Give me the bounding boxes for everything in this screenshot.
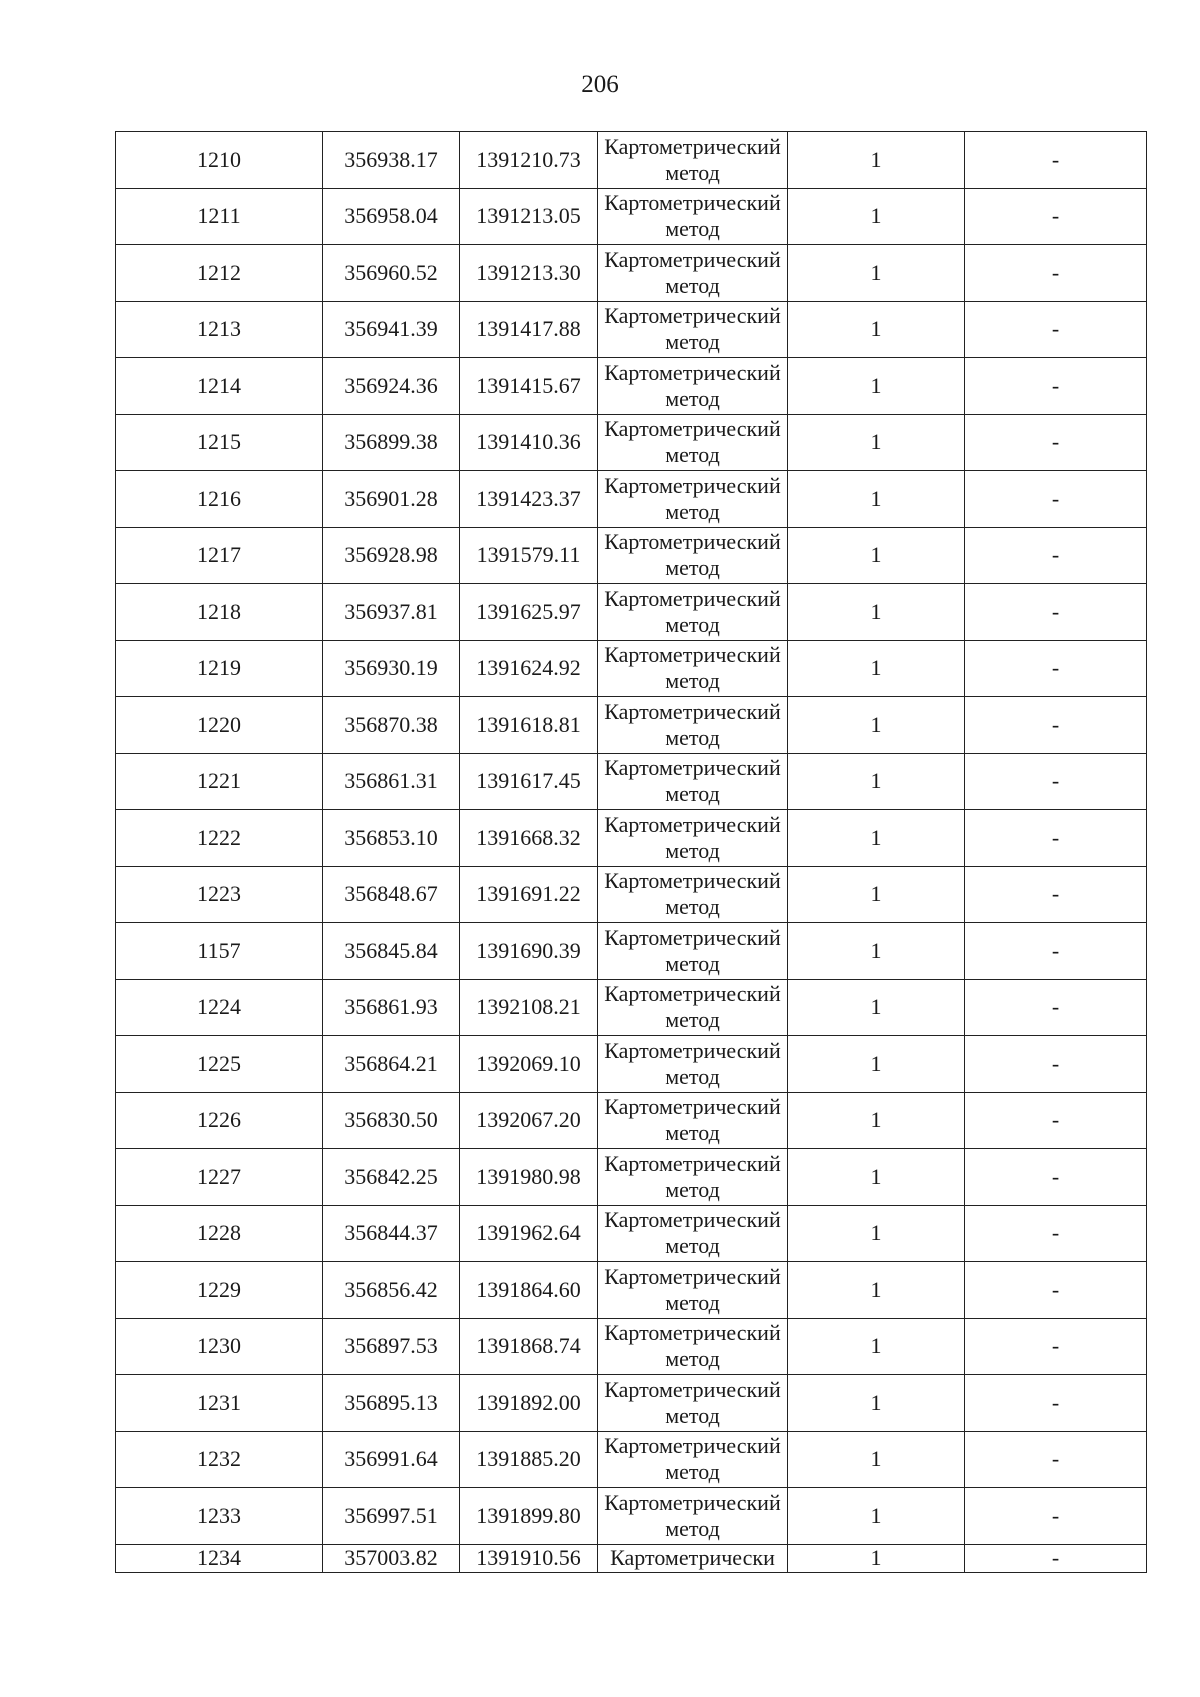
note-cell: - bbox=[965, 584, 1147, 641]
coordinate-x-cell: 356958.04 bbox=[323, 188, 460, 245]
point-number-cell: 1214 bbox=[116, 358, 323, 415]
coordinate-y-cell: 1391624.92 bbox=[460, 640, 598, 697]
note-cell: - bbox=[965, 132, 1147, 189]
accuracy-cell: 1 bbox=[788, 923, 965, 980]
accuracy-cell: 1 bbox=[788, 527, 965, 584]
note-cell: - bbox=[965, 979, 1147, 1036]
method-cell: Картометрический метод bbox=[598, 1488, 788, 1545]
coordinate-y-cell: 1391910.56 bbox=[460, 1544, 598, 1572]
coordinate-y-cell: 1391213.05 bbox=[460, 188, 598, 245]
note-cell: - bbox=[965, 1488, 1147, 1545]
coordinate-x-cell: 356938.17 bbox=[323, 132, 460, 189]
accuracy-cell: 1 bbox=[788, 132, 965, 189]
point-number-cell: 1233 bbox=[116, 1488, 323, 1545]
note-cell: - bbox=[965, 1092, 1147, 1149]
table-row bbox=[116, 697, 1147, 754]
accuracy-cell: 1 bbox=[788, 1375, 965, 1432]
table-row bbox=[116, 1375, 1147, 1432]
coordinate-x-cell: 356895.13 bbox=[323, 1375, 460, 1432]
table-row bbox=[116, 358, 1147, 415]
point-number-cell: 1218 bbox=[116, 584, 323, 641]
point-number-cell: 1211 bbox=[116, 188, 323, 245]
method-cell: Картометрический метод bbox=[598, 923, 788, 980]
table-row bbox=[116, 132, 1147, 189]
method-cell: Картометрический метод bbox=[598, 1036, 788, 1093]
accuracy-cell: 1 bbox=[788, 245, 965, 302]
table-row bbox=[116, 1544, 1147, 1572]
point-number-cell: 1223 bbox=[116, 866, 323, 923]
coordinate-y-cell: 1391579.11 bbox=[460, 527, 598, 584]
method-cell: Картометрический метод bbox=[598, 866, 788, 923]
coordinate-y-cell: 1391892.00 bbox=[460, 1375, 598, 1432]
accuracy-cell: 1 bbox=[788, 866, 965, 923]
table-row bbox=[116, 1318, 1147, 1375]
note-cell: - bbox=[965, 245, 1147, 302]
coordinate-y-cell: 1392108.21 bbox=[460, 979, 598, 1036]
coordinate-x-cell: 356997.51 bbox=[323, 1488, 460, 1545]
note-cell: - bbox=[965, 1544, 1147, 1572]
accuracy-cell: 1 bbox=[788, 1205, 965, 1262]
coordinate-y-cell: 1392067.20 bbox=[460, 1092, 598, 1149]
point-number-cell: 1221 bbox=[116, 753, 323, 810]
coordinate-x-cell: 356861.93 bbox=[323, 979, 460, 1036]
coordinate-x-cell: 356930.19 bbox=[323, 640, 460, 697]
note-cell: - bbox=[965, 414, 1147, 471]
method-cell: Картометрический метод bbox=[598, 471, 788, 528]
table-row bbox=[116, 1036, 1147, 1093]
point-number-cell: 1215 bbox=[116, 414, 323, 471]
table-row bbox=[116, 753, 1147, 810]
point-number-cell: 1232 bbox=[116, 1431, 323, 1488]
point-number-cell: 1231 bbox=[116, 1375, 323, 1432]
table-row bbox=[116, 923, 1147, 980]
coordinate-x-cell: 356830.50 bbox=[323, 1092, 460, 1149]
coordinate-y-cell: 1391625.97 bbox=[460, 584, 598, 641]
method-cell: Картометрический метод bbox=[598, 753, 788, 810]
coordinate-x-cell: 356901.28 bbox=[323, 471, 460, 528]
method-cell: Картометрический метод bbox=[598, 1149, 788, 1206]
coordinate-x-cell: 356960.52 bbox=[323, 245, 460, 302]
accuracy-cell: 1 bbox=[788, 810, 965, 867]
method-cell: Картометрический метод bbox=[598, 301, 788, 358]
coordinates-table bbox=[115, 131, 1147, 1573]
coordinate-y-cell: 1391668.32 bbox=[460, 810, 598, 867]
coordinate-y-cell: 1391213.30 bbox=[460, 245, 598, 302]
note-cell: - bbox=[965, 301, 1147, 358]
method-cell: Картометрический метод bbox=[598, 979, 788, 1036]
coordinate-y-cell: 1391864.60 bbox=[460, 1262, 598, 1319]
accuracy-cell: 1 bbox=[788, 471, 965, 528]
table-row bbox=[116, 866, 1147, 923]
point-number-cell: 1225 bbox=[116, 1036, 323, 1093]
accuracy-cell: 1 bbox=[788, 1431, 965, 1488]
coordinate-y-cell: 1391885.20 bbox=[460, 1431, 598, 1488]
coordinate-y-cell: 1391423.37 bbox=[460, 471, 598, 528]
accuracy-cell: 1 bbox=[788, 979, 965, 1036]
note-cell: - bbox=[965, 1375, 1147, 1432]
point-number-cell: 1226 bbox=[116, 1092, 323, 1149]
coordinate-x-cell: 356897.53 bbox=[323, 1318, 460, 1375]
table-row bbox=[116, 979, 1147, 1036]
coordinate-x-cell: 356899.38 bbox=[323, 414, 460, 471]
coordinate-x-cell: 356856.42 bbox=[323, 1262, 460, 1319]
point-number-cell: 1157 bbox=[116, 923, 323, 980]
method-cell: Картометрический метод bbox=[598, 188, 788, 245]
coordinate-x-cell: 356924.36 bbox=[323, 358, 460, 415]
accuracy-cell: 1 bbox=[788, 414, 965, 471]
accuracy-cell: 1 bbox=[788, 584, 965, 641]
point-number-cell: 1234 bbox=[116, 1544, 323, 1572]
coordinate-y-cell: 1391618.81 bbox=[460, 697, 598, 754]
point-number-cell: 1224 bbox=[116, 979, 323, 1036]
coordinate-y-cell: 1391899.80 bbox=[460, 1488, 598, 1545]
note-cell: - bbox=[965, 527, 1147, 584]
table-row bbox=[116, 414, 1147, 471]
accuracy-cell: 1 bbox=[788, 1544, 965, 1572]
coordinate-x-cell: 357003.82 bbox=[323, 1544, 460, 1572]
accuracy-cell: 1 bbox=[788, 1488, 965, 1545]
accuracy-cell: 1 bbox=[788, 697, 965, 754]
point-number-cell: 1228 bbox=[116, 1205, 323, 1262]
method-cell: Картометрический метод bbox=[598, 1318, 788, 1375]
method-cell: Картометрический метод bbox=[598, 810, 788, 867]
coordinate-x-cell: 356848.67 bbox=[323, 866, 460, 923]
coordinate-y-cell: 1391980.98 bbox=[460, 1149, 598, 1206]
coordinate-x-cell: 356937.81 bbox=[323, 584, 460, 641]
table-row bbox=[116, 245, 1147, 302]
accuracy-cell: 1 bbox=[788, 1092, 965, 1149]
coordinate-x-cell: 356941.39 bbox=[323, 301, 460, 358]
coordinate-y-cell: 1392069.10 bbox=[460, 1036, 598, 1093]
table-row bbox=[116, 1431, 1147, 1488]
note-cell: - bbox=[965, 753, 1147, 810]
table-row bbox=[116, 301, 1147, 358]
method-cell: Картометрический метод bbox=[598, 1431, 788, 1488]
note-cell: - bbox=[965, 810, 1147, 867]
method-cell: Картометрически bbox=[598, 1544, 788, 1572]
accuracy-cell: 1 bbox=[788, 358, 965, 415]
point-number-cell: 1227 bbox=[116, 1149, 323, 1206]
method-cell: Картометрический метод bbox=[598, 358, 788, 415]
coordinate-x-cell: 356864.21 bbox=[323, 1036, 460, 1093]
method-cell: Картометрический метод bbox=[598, 414, 788, 471]
coordinate-x-cell: 356844.37 bbox=[323, 1205, 460, 1262]
coordinate-y-cell: 1391417.88 bbox=[460, 301, 598, 358]
table-row bbox=[116, 527, 1147, 584]
method-cell: Картометрический метод bbox=[598, 132, 788, 189]
coordinate-y-cell: 1391617.45 bbox=[460, 753, 598, 810]
table-row bbox=[116, 640, 1147, 697]
coordinate-y-cell: 1391415.67 bbox=[460, 358, 598, 415]
accuracy-cell: 1 bbox=[788, 1149, 965, 1206]
coordinate-y-cell: 1391410.36 bbox=[460, 414, 598, 471]
coordinate-x-cell: 356870.38 bbox=[323, 697, 460, 754]
note-cell: - bbox=[965, 1205, 1147, 1262]
table-row bbox=[116, 584, 1147, 641]
note-cell: - bbox=[965, 1262, 1147, 1319]
coordinate-y-cell: 1391210.73 bbox=[460, 132, 598, 189]
table-row bbox=[116, 471, 1147, 528]
point-number-cell: 1230 bbox=[116, 1318, 323, 1375]
coordinate-y-cell: 1391868.74 bbox=[460, 1318, 598, 1375]
coordinate-x-cell: 356928.98 bbox=[323, 527, 460, 584]
method-cell: Картометрический метод bbox=[598, 1092, 788, 1149]
coordinate-x-cell: 356842.25 bbox=[323, 1149, 460, 1206]
method-cell: Картометрический метод bbox=[598, 527, 788, 584]
table-row bbox=[116, 1488, 1147, 1545]
table-row bbox=[116, 1092, 1147, 1149]
coordinate-x-cell: 356861.31 bbox=[323, 753, 460, 810]
accuracy-cell: 1 bbox=[788, 1262, 965, 1319]
note-cell: - bbox=[965, 358, 1147, 415]
method-cell: Картометрический метод bbox=[598, 1205, 788, 1262]
point-number-cell: 1220 bbox=[116, 697, 323, 754]
accuracy-cell: 1 bbox=[788, 1318, 965, 1375]
method-cell: Картометрический метод bbox=[598, 584, 788, 641]
accuracy-cell: 1 bbox=[788, 1036, 965, 1093]
method-cell: Картометрический метод bbox=[598, 245, 788, 302]
note-cell: - bbox=[965, 923, 1147, 980]
page-number: 206 bbox=[581, 71, 619, 98]
point-number-cell: 1213 bbox=[116, 301, 323, 358]
coordinates-table-body bbox=[116, 132, 1147, 1573]
method-cell: Картометрический метод bbox=[598, 697, 788, 754]
accuracy-cell: 1 bbox=[788, 753, 965, 810]
accuracy-cell: 1 bbox=[788, 188, 965, 245]
coordinate-x-cell: 356991.64 bbox=[323, 1431, 460, 1488]
point-number-cell: 1219 bbox=[116, 640, 323, 697]
note-cell: - bbox=[965, 1431, 1147, 1488]
table-row bbox=[116, 188, 1147, 245]
coordinate-y-cell: 1391690.39 bbox=[460, 923, 598, 980]
table-row bbox=[116, 1149, 1147, 1206]
note-cell: - bbox=[965, 1149, 1147, 1206]
note-cell: - bbox=[965, 866, 1147, 923]
point-number-cell: 1222 bbox=[116, 810, 323, 867]
point-number-cell: 1217 bbox=[116, 527, 323, 584]
coordinate-y-cell: 1391691.22 bbox=[460, 866, 598, 923]
note-cell: - bbox=[965, 188, 1147, 245]
method-cell: Картометрический метод bbox=[598, 640, 788, 697]
note-cell: - bbox=[965, 640, 1147, 697]
note-cell: - bbox=[965, 1318, 1147, 1375]
point-number-cell: 1212 bbox=[116, 245, 323, 302]
point-number-cell: 1216 bbox=[116, 471, 323, 528]
method-cell: Картометрический метод bbox=[598, 1375, 788, 1432]
note-cell: - bbox=[965, 1036, 1147, 1093]
accuracy-cell: 1 bbox=[788, 301, 965, 358]
coordinate-x-cell: 356845.84 bbox=[323, 923, 460, 980]
point-number-cell: 1229 bbox=[116, 1262, 323, 1319]
table-row bbox=[116, 810, 1147, 867]
coordinate-x-cell: 356853.10 bbox=[323, 810, 460, 867]
note-cell: - bbox=[965, 471, 1147, 528]
table-row bbox=[116, 1205, 1147, 1262]
coordinate-y-cell: 1391962.64 bbox=[460, 1205, 598, 1262]
method-cell: Картометрический метод bbox=[598, 1262, 788, 1319]
accuracy-cell: 1 bbox=[788, 640, 965, 697]
table-row bbox=[116, 1262, 1147, 1319]
note-cell: - bbox=[965, 697, 1147, 754]
point-number-cell: 1210 bbox=[116, 132, 323, 189]
